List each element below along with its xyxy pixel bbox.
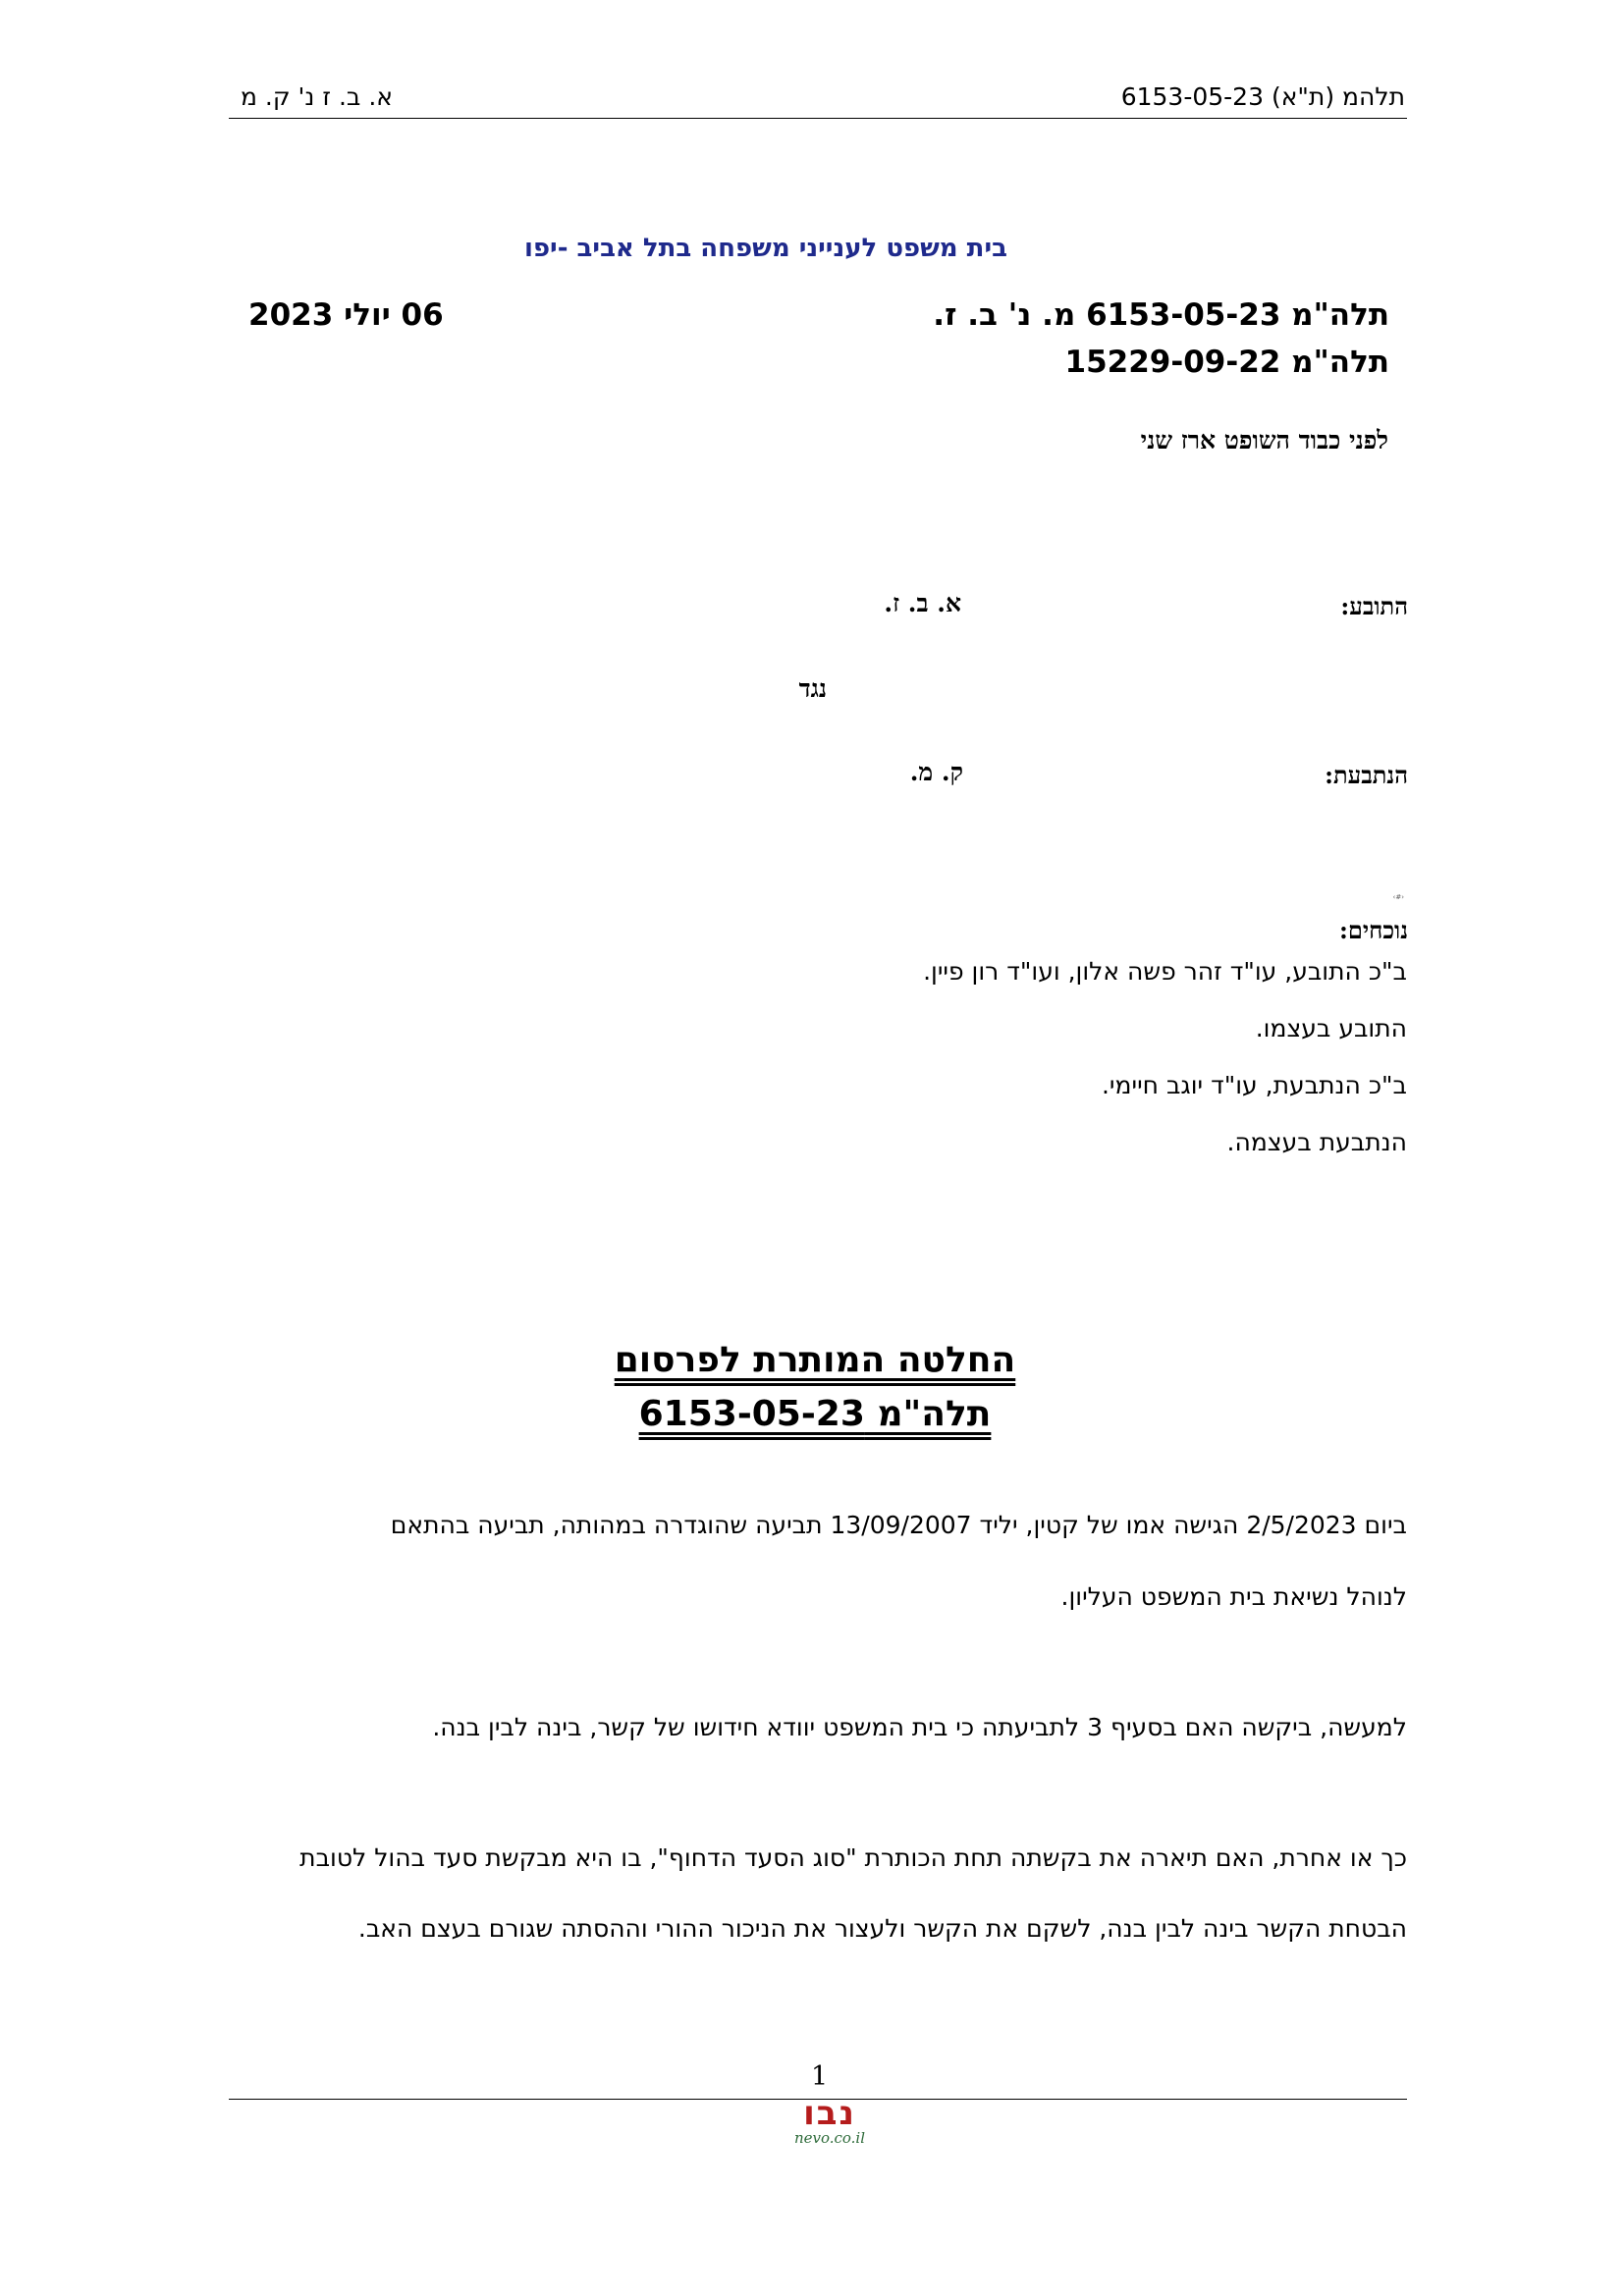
present-label: נוכחים: [1338,916,1408,944]
case-number-primary: תלה"מ 6153-05-23 מ. נ' ב. ז. [933,297,1389,333]
present-line: התובע בעצמו. [1255,1014,1407,1042]
decision-date: 06 יולי 2023 [248,297,444,333]
versus-label: נגד [798,674,827,703]
court-name: בית משפט לענייני משפחה בתל אביב -יפו [524,234,1007,263]
decision-case-number: תלה"מ 6153-05-23 [638,1394,992,1434]
paragraph-line: כך או אחרת, האם תיארה את בקשתה תחת הכותרת "סוג הסעד הדחוף", בו היא מבקשת סעד בהול לטובת [299,1843,1407,1872]
defendant-label: הנתבעת: [1325,761,1408,789]
header-divider [229,118,1407,119]
field-code-mark: ‹#› [1392,893,1404,901]
paragraph-line: הבטחת הקשר בינה לבין בנה, לשקם את הקשר ולעצור את הניכור ההורי וההסתה שגורם בעצם האב. [357,1914,1407,1943]
judge-line: לפני כבוד השופט ארז שני [1140,426,1388,454]
nevo-logo [776,2096,884,2149]
present-line: ב"כ הנתבעת, עו"ד יוגב חיימי. [1101,1071,1407,1099]
paragraph-line: ביום 2/5/2023 הגישה אמו של קטין, יליד 13/09/2007 תביעה שהוגדרה במהותה, תביעה בהתאם [390,1511,1407,1539]
logo-hebrew-text: נבו [803,2094,856,2133]
present-line: הנתבעת בעצמה. [1226,1128,1407,1156]
logo-url-text: nevo.co.il [793,2129,866,2147]
decision-title: החלטה המותרת לפרסום [614,1340,1016,1380]
paragraph-line: למעשה, ביקשה האם בסעיף 3 לתביעתה כי בית המשפט יוודא חידושו של קשר, בינה לבין בנה. [432,1713,1407,1741]
plaintiff-label: התובע: [1340,592,1408,620]
page-number: 1 [811,2061,829,2092]
defendant-name: ק. מ. [909,758,963,786]
header-left-text: א. ב. ז נ' ק. מ [241,82,393,111]
present-line: ב"כ התובע, עו"ד זהר פשה אלון, ועו"ד רון פיין. [923,957,1407,986]
paragraph-line: לנוהל נשיאת בית המשפט העליון. [1060,1582,1407,1611]
plaintiff-name: א. ב. ז. [884,589,961,617]
case-number-secondary: תלה"מ 15229-09-22 [1064,345,1389,380]
header-right-text: תלהמ (ת"א) 6153-05-23 [1120,82,1405,111]
